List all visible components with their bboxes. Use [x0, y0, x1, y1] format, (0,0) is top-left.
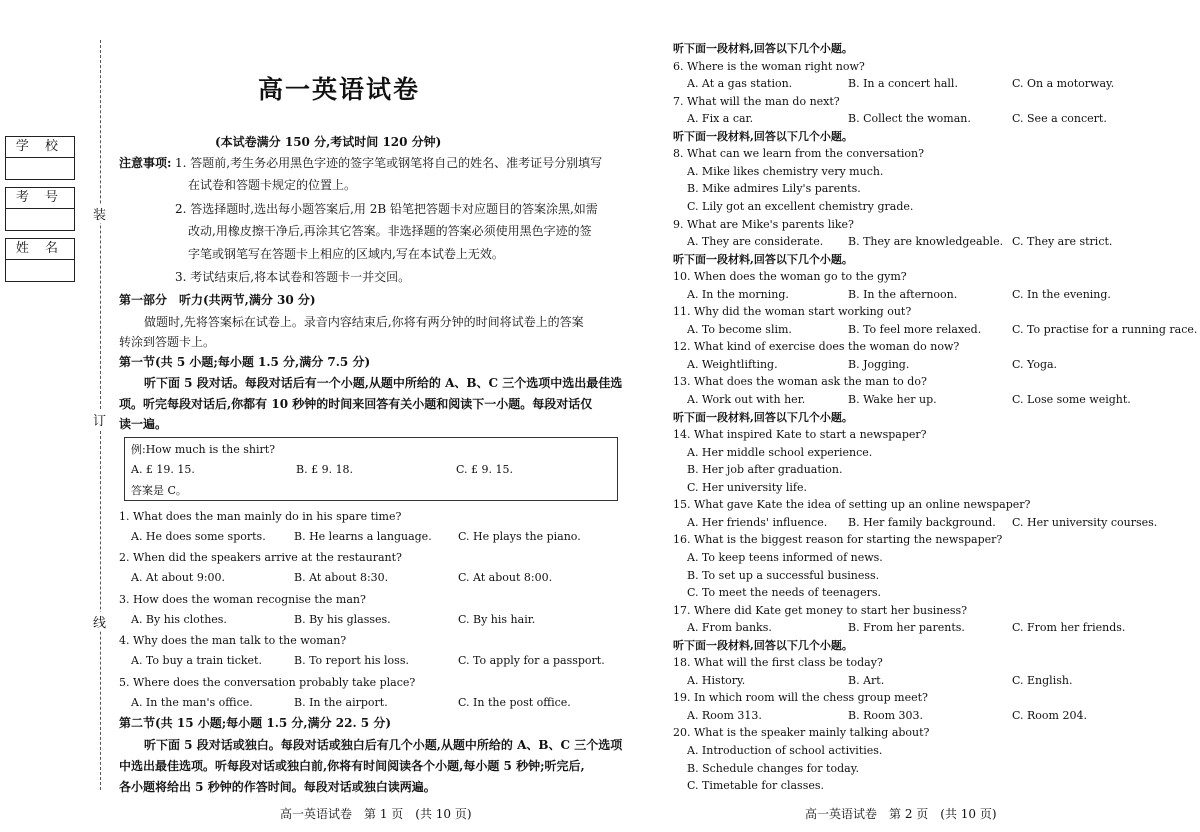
option: A. To become slim.	[687, 322, 792, 336]
option: B. To feel more relaxed.	[848, 322, 982, 336]
page-title: 高一英语试卷	[258, 75, 421, 104]
option: A. By his clothes.	[131, 613, 227, 626]
example-answer: 答案是 C。	[131, 484, 187, 497]
part1-desc: 做题时,先将答案标在试卷上。录音内容结束后,你将有两分钟的时间将试卷上的答案	[144, 315, 584, 329]
option: B. Collect the woman.	[848, 112, 971, 126]
option: B. Her job after graduation.	[687, 463, 843, 477]
question: 9. What are Mike's parents like?	[673, 217, 854, 231]
option: A. At about 9:00.	[131, 571, 226, 584]
option: B. By his glasses.	[294, 613, 391, 626]
exam-number-label: 考 号	[6, 188, 74, 209]
option: B. Jogging.	[848, 357, 910, 371]
example-option: B. £ 9. 18.	[296, 463, 354, 476]
question: 16. What is the biggest reason for starting the newspaper?	[673, 533, 1003, 547]
school-field[interactable]	[5, 136, 75, 180]
exam-number-field[interactable]	[5, 187, 75, 231]
question: 11. Why did the woman start working out?	[673, 305, 912, 319]
section2-desc: 听下面 5 段对话或独白。每段对话或独白后有几个小题,从题中所给的 A、B、C 三个选项	[144, 738, 623, 752]
binding-mark-ding: 订	[93, 410, 106, 429]
section2-desc: 中选出最佳选项。听每段对话或独白前,你将有时间阅读各个小题,每小题 5 秒钟;听完后,	[119, 759, 585, 773]
option: C. To apply for a passport.	[458, 654, 605, 667]
option: C. Room 204.	[1012, 708, 1087, 722]
question: 20. What is the speaker mainly talking about?	[673, 726, 930, 740]
note-line: 在试卷和答题卡规定的位置上。	[188, 178, 357, 192]
example-option: C. £ 9. 15.	[456, 463, 513, 476]
option: B. Mike admires Lily's parents.	[687, 182, 861, 196]
option: C. Her university life.	[687, 480, 807, 494]
option: C. English.	[1012, 673, 1073, 687]
option: A. Her middle school experience.	[687, 445, 873, 459]
option: B. To report his loss.	[294, 654, 409, 667]
section1-desc: 项。听完每段对话后,你都有 10 秒钟的时间来回答有关小题和阅读下一小题。每段对话仅	[119, 397, 593, 411]
note-line: 3. 考试结束后,将本试卷和答题卡一并交回。	[175, 270, 411, 284]
option: C. Her university courses.	[1012, 515, 1158, 529]
question: 2. When did the speakers arrive at the restaurant?	[119, 551, 402, 564]
option: A. Weightlifting.	[687, 357, 778, 371]
option: A. To keep teens informed of news.	[687, 550, 883, 564]
question: 6. Where is the woman right now?	[673, 59, 865, 73]
option: B. At about 8:30.	[294, 571, 389, 584]
option: A. To buy a train ticket.	[131, 654, 262, 667]
option: C. In the post office.	[458, 696, 571, 709]
question: 17. Where did Kate get money to start her business?	[673, 603, 968, 617]
question: 7. What will the man do next?	[673, 94, 840, 108]
example-option: A. £ 19. 15.	[131, 463, 195, 476]
page-footer: 高一英语试卷 第 1 页 (共 10 页)	[280, 807, 472, 821]
option: A. From banks.	[687, 621, 772, 635]
option: C. Timetable for classes.	[687, 779, 824, 793]
option: A. Fix a car.	[687, 112, 754, 126]
option: C. From her friends.	[1012, 621, 1126, 635]
example-question: 例:How much is the shirt?	[131, 443, 276, 456]
question: 14. What inspired Kate to start a newspaper?	[673, 428, 927, 442]
option: C. Lose some weight.	[1012, 393, 1131, 406]
binding-mark-zhuang: 装	[93, 204, 106, 223]
option: A. In the morning.	[687, 287, 789, 301]
notes-label: 注意事项:	[119, 156, 172, 170]
option: B. In the afternoon.	[848, 287, 958, 301]
question: 3. How does the woman recognise the man?	[119, 593, 366, 606]
option: A. Room 313.	[687, 708, 762, 722]
material-heading: 听下面一段材料,回答以下几个小题。	[673, 129, 853, 143]
option: B. Art.	[848, 673, 885, 687]
option: B. To set up a successful business.	[687, 568, 880, 582]
option: A. At a gas station.	[687, 77, 793, 91]
note-line: 1. 答题前,考生务必用黑色字迹的签字笔或钢笔将自己的姓名、准考证号分别填写	[175, 156, 603, 170]
option: C. To practise for a running race.	[1012, 322, 1198, 336]
option: A. Introduction of school activities.	[687, 744, 883, 757]
option: C. To meet the needs of teenagers.	[687, 586, 882, 600]
page-footer: 高一英语试卷 第 2 页 (共 10 页)	[805, 807, 997, 821]
option: A. They are considerate.	[687, 235, 824, 249]
name-field[interactable]	[5, 238, 75, 282]
section1-desc: 听下面 5 段对话。每段对话后有一个小题,从题中所给的 A、B、C 三个选项中选出最佳选	[144, 376, 623, 390]
option: C. Yoga.	[1012, 357, 1058, 371]
note-line: 字笔或钢笔写在答题卡上相应的区域内,写在本试卷上无效。	[188, 247, 504, 261]
option: B. They are knowledgeable.	[848, 235, 1004, 249]
question: 12. What kind of exercise does the woman do now?	[673, 340, 960, 354]
part1-title: 第一部分 听力(共两节,满分 30 分)	[119, 293, 316, 307]
option: C. Lily got an excellent chemistry grade.	[687, 199, 914, 213]
question: 18. What will the first class be today?	[673, 656, 883, 670]
name-label: 姓 名	[6, 239, 74, 260]
material-heading: 听下面一段材料,回答以下几个小题。	[673, 410, 853, 424]
option: B. In the airport.	[294, 696, 388, 709]
option: B. He learns a language.	[294, 530, 432, 543]
option: C. He plays the piano.	[458, 530, 581, 543]
question: 10. When does the woman go to the gym?	[673, 270, 907, 284]
option: B. From her parents.	[848, 621, 965, 635]
option: C. They are strict.	[1012, 235, 1113, 249]
section1-desc: 读一遍。	[119, 417, 168, 431]
option: B. Her family background.	[848, 515, 996, 529]
option: B. Schedule changes for today.	[687, 761, 859, 775]
part1-desc: 转涂到答题卡上。	[119, 335, 216, 349]
question: 1. What does the man mainly do in his spare time?	[119, 510, 402, 523]
subtitle: (本试卷满分 150 分,考试时间 120 分钟)	[215, 135, 442, 149]
question: 13. What does the woman ask the man to do?	[673, 375, 927, 389]
option: C. See a concert.	[1012, 112, 1107, 126]
option: C. At about 8:00.	[458, 571, 553, 584]
option: C. By his hair.	[458, 613, 536, 626]
option: A. In the man's office.	[131, 696, 253, 709]
option: B. Room 303.	[848, 708, 924, 722]
binding-mark-xian: 线	[93, 612, 106, 631]
option: B. Wake her up.	[848, 393, 937, 406]
question: 5. Where does the conversation probably take place?	[119, 676, 416, 689]
question: 4. Why does the man talk to the woman?	[119, 634, 347, 647]
question: 19. In which room will the chess group meet?	[673, 691, 928, 705]
section2-desc: 各小题将给出 5 秒钟的作答时间。每段对话或独白读两遍。	[119, 780, 436, 794]
section1-title: 第一节(共 5 小题;每小题 1.5 分,满分 7.5 分)	[119, 355, 371, 369]
question: 15. What gave Kate the idea of setting up an online newspaper?	[673, 498, 1031, 512]
material-heading: 听下面一段材料,回答以下几个小题。	[673, 42, 853, 55]
option: A. Mike likes chemistry very much.	[687, 164, 884, 178]
school-label: 学 校	[6, 137, 74, 158]
section2-title: 第二节(共 15 小题;每小题 1.5 分,满分 22. 5 分)	[119, 716, 392, 730]
option: A. Work out with her.	[687, 393, 806, 406]
option: C. On a motorway.	[1012, 77, 1115, 91]
option: B. In a concert hall.	[848, 77, 958, 91]
option: C. In the evening.	[1012, 287, 1111, 301]
material-heading: 听下面一段材料,回答以下几个小题。	[673, 638, 853, 652]
option: A. History.	[687, 673, 746, 687]
material-heading: 听下面一段材料,回答以下几个小题。	[673, 252, 853, 266]
option: A. Her friends' influence.	[687, 515, 828, 529]
note-line: 2. 答选择题时,选出每小题答案后,用 2B 铅笔把答题卡对应题目的答案涂黑,如需	[175, 202, 598, 216]
question: 8. What can we learn from the conversation?	[673, 147, 924, 161]
note-line: 改动,用橡皮擦干净后,再涂其它答案。非选择题的答案必须使用黑色字迹的签	[188, 224, 592, 238]
option: A. He does some sports.	[131, 530, 266, 543]
